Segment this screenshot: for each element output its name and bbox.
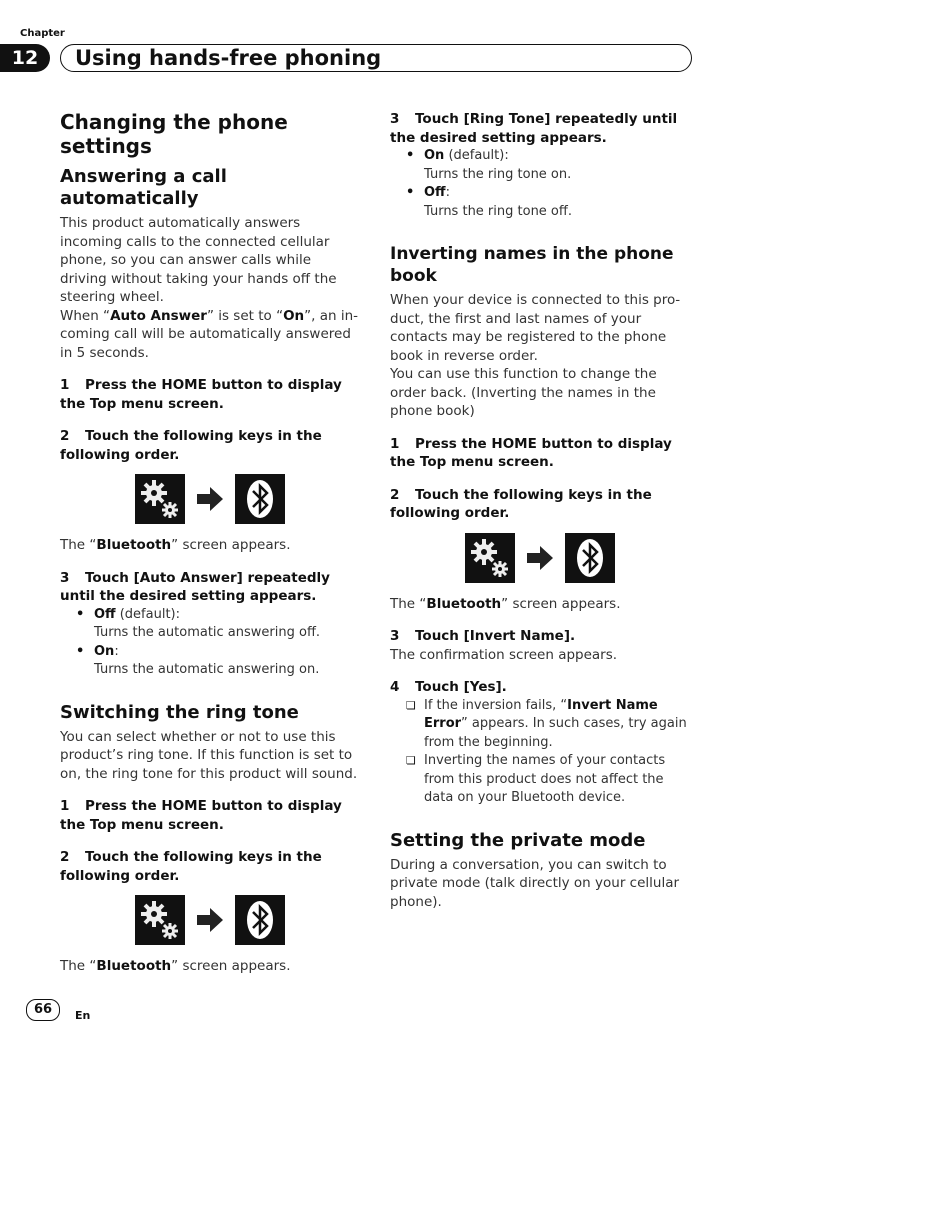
gear-icon (135, 895, 185, 945)
chapter-number: 12 (0, 44, 50, 72)
note-item: ❏ Inverting the names of your contacts from this product does not affect the data on your Bluetooth device. (406, 752, 690, 808)
note-item: ❏ If the inversion fails, “Invert Name Error” appears. In such cases, try again from the beginning. (406, 697, 690, 753)
invert-step-3-desc: The confirmation screen appears. (390, 646, 618, 663)
bluetooth-screen-note: The “Bluetooth” screen appears. (60, 537, 291, 553)
ring-tone-options (390, 147, 690, 221)
ring-tone-step-3: 3 Touch [Ring Tone] repeatedly until the desired setting appears. (390, 111, 678, 146)
arrow-right-icon (197, 908, 223, 932)
option-off: • Off (default): Turns the automatic answering off. (76, 606, 360, 643)
gear-icon (135, 474, 185, 524)
bluetooth-icon (235, 474, 285, 524)
ring-tone-step-1: 1 Press the HOME button to display the Top menu screen. (60, 798, 342, 833)
language-label: En (75, 1009, 91, 1022)
chapter-label: Chapter (20, 28, 65, 39)
invert-intro: When your device is connected to this product, the first and last names of your contacts may be registered to the phone book in reverse order. (390, 292, 681, 364)
heading-ring-tone: Switching the ring tone (60, 701, 299, 723)
auto-answer-step-2: 2 Touch the following keys in the following order. (60, 428, 322, 463)
key-sequence (390, 533, 690, 583)
bluetooth-icon (565, 533, 615, 583)
ring-tone-step-2: 2 Touch the following keys in the following order. (60, 849, 322, 884)
auto-answer-options (60, 606, 360, 680)
left-column (60, 110, 360, 976)
heading-invert-names: Inverting names in the phone book (390, 244, 674, 286)
invert-step-3: 3 Touch [Invert Name]. (390, 628, 576, 644)
chapter-title: Using hands-free phoning (75, 46, 382, 70)
bluetooth-screen-note: The “Bluetooth” screen appears. (390, 595, 621, 612)
bluetooth-icon (235, 895, 285, 945)
bluetooth-screen-note: The “Bluetooth” screen appears. (60, 958, 291, 974)
invert-notes (390, 697, 690, 808)
invert-step-4: 4 Touch [Yes]. (390, 679, 507, 695)
page-number: 66 (26, 999, 60, 1021)
arrow-right-icon (527, 546, 553, 570)
heading-private-mode: Setting the private mode (390, 829, 646, 851)
arrow-right-icon (197, 487, 223, 511)
right-column (390, 110, 690, 911)
auto-answer-intro: This product automatically answers incoming calls to the connected cellular phone, so you can answer calls while driving without taking your hands off the steering wheel. (60, 215, 337, 305)
key-sequence (60, 474, 360, 524)
invert-step-2: 2 Touch the following keys in the following order. (390, 486, 652, 521)
option-on: • On (default): Turns the ring tone on. (406, 147, 690, 184)
auto-answer-step-3: 3 Touch [Auto Answer] repeatedly until the desired setting appears. (60, 569, 330, 604)
gear-icon (465, 533, 515, 583)
option-off: • Off: Turns the ring tone off. (406, 184, 690, 221)
auto-answer-step-1: 1 Press the HOME button to display the Top menu screen. (60, 377, 342, 412)
ring-tone-intro: You can select whether or not to use this product’s ring tone. If this function is set to on, the ring tone for this product will sound. (60, 728, 358, 782)
section-heading-phone-settings: Changing the phone settings (60, 110, 288, 158)
heading-auto-answer: Answering a call automatically (60, 166, 227, 209)
option-on: • On: Turns the automatic answering on. (76, 643, 360, 680)
key-sequence (60, 895, 360, 945)
private-mode-intro: During a conversation, you can switch to private mode (talk directly on your cellular phone). (390, 856, 680, 910)
invert-intro-2: You can use this function to change the order back. (Inverting the names in the phone book) (390, 366, 657, 419)
invert-step-1: 1 Press the HOME button to display the Top menu screen. (390, 435, 672, 470)
auto-answer-note: When “Auto Answer” is set to “On”, an incoming call will be automatically answered in 5 seconds. (60, 307, 359, 361)
